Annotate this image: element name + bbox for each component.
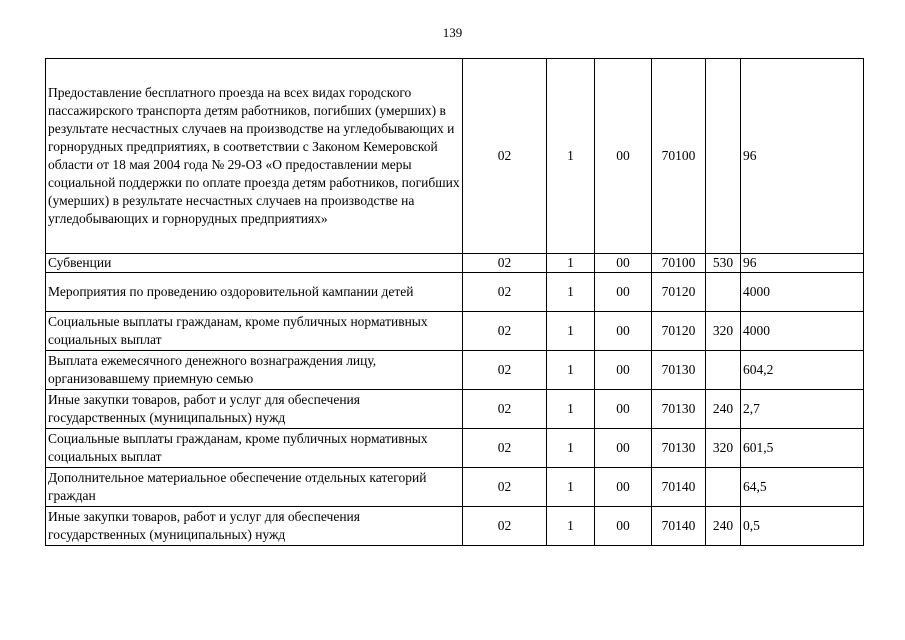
row-code-5: 320 (706, 312, 741, 351)
row-code-2: 1 (547, 507, 595, 546)
row-amount: 64,5 (741, 468, 864, 507)
row-code-5 (706, 273, 741, 312)
row-code-2: 1 (547, 254, 595, 273)
row-amount: 2,7 (741, 390, 864, 429)
row-code-5: 240 (706, 390, 741, 429)
row-code-1: 02 (463, 312, 547, 351)
row-code-5 (706, 59, 741, 254)
row-name: Предоставление бесплатного проезда на всех видах городского пассажирского транспорта детям работников, погибших (умерших) в результате несчастных случаев на производстве на угледобывающих и горнорудных предприятиях, в соответствии с Законом Кемеровской области от 18 мая 2004 года № 29-ОЗ «О предоставлении меры социальной поддержки по оплате проезда детям работников, погибших (умерших) в результате несчастных случаев на производстве на угледобывающих и горнорудных предприятиях» (46, 59, 463, 254)
row-code-5: 530 (706, 254, 741, 273)
row-code-4: 70140 (652, 468, 706, 507)
row-code-3: 00 (595, 429, 652, 468)
row-code-3: 00 (595, 59, 652, 254)
table-row (46, 273, 864, 312)
row-name: Социальные выплаты гражданам, кроме публичных нормативных социальных выплат (46, 312, 463, 351)
table-row (46, 254, 864, 273)
row-code-1: 02 (463, 254, 547, 273)
row-amount: 0,5 (741, 507, 864, 546)
row-code-5: 240 (706, 507, 741, 546)
row-code-4: 70100 (652, 254, 706, 273)
row-code-3: 00 (595, 254, 652, 273)
row-code-3: 00 (595, 351, 652, 390)
row-code-3: 00 (595, 312, 652, 351)
row-amount: 4000 (741, 273, 864, 312)
row-code-2: 1 (547, 351, 595, 390)
row-code-1: 02 (463, 351, 547, 390)
row-name: Социальные выплаты гражданам, кроме публичных нормативных социальных выплат (46, 429, 463, 468)
table-row (46, 351, 864, 390)
table-row (46, 390, 864, 429)
row-amount: 4000 (741, 312, 864, 351)
row-code-4: 70130 (652, 429, 706, 468)
row-code-4: 70120 (652, 273, 706, 312)
row-code-4: 70130 (652, 351, 706, 390)
page-number: 139 (442, 25, 463, 40)
row-code-3: 00 (595, 390, 652, 429)
row-code-1: 02 (463, 429, 547, 468)
row-code-5 (706, 468, 741, 507)
row-code-2: 1 (547, 59, 595, 254)
row-name: Иные закупки товаров, работ и услуг для обеспечения государственных (муниципальных) нужд (46, 507, 463, 546)
row-name: Выплата ежемесячного денежного вознаграждения лицу, организовавшему приемную семью (46, 351, 463, 390)
row-name: Мероприятия по проведению оздоровительной кампании детей (46, 273, 463, 312)
table-row (46, 312, 864, 351)
row-code-1: 02 (463, 390, 547, 429)
row-code-1: 02 (463, 507, 547, 546)
row-code-5 (706, 351, 741, 390)
row-code-4: 70100 (652, 59, 706, 254)
row-code-1: 02 (463, 273, 547, 312)
row-amount: 96 (741, 59, 864, 254)
row-amount: 601,5 (741, 429, 864, 468)
row-code-4: 70130 (652, 390, 706, 429)
row-name: Субвенции (46, 254, 463, 273)
row-code-2: 1 (547, 468, 595, 507)
row-code-2: 1 (547, 429, 595, 468)
row-code-4: 70140 (652, 507, 706, 546)
row-code-3: 00 (595, 468, 652, 507)
row-code-3: 00 (595, 273, 652, 312)
table-row (46, 429, 864, 468)
row-amount: 96 (741, 254, 864, 273)
row-code-2: 1 (547, 312, 595, 351)
row-code-4: 70120 (652, 312, 706, 351)
row-code-1: 02 (463, 59, 547, 254)
row-code-2: 1 (547, 273, 595, 312)
row-name: Дополнительное материальное обеспечение отдельных категорий граждан (46, 468, 463, 507)
table-row (46, 507, 864, 546)
row-code-2: 1 (547, 390, 595, 429)
table-row (46, 468, 864, 507)
row-code-1: 02 (463, 468, 547, 507)
row-name: Иные закупки товаров, работ и услуг для обеспечения государственных (муниципальных) нужд (46, 390, 463, 429)
row-amount: 604,2 (741, 351, 864, 390)
row-code-3: 00 (595, 507, 652, 546)
table-row (46, 59, 864, 254)
row-code-5: 320 (706, 429, 741, 468)
budget-table (45, 58, 864, 546)
